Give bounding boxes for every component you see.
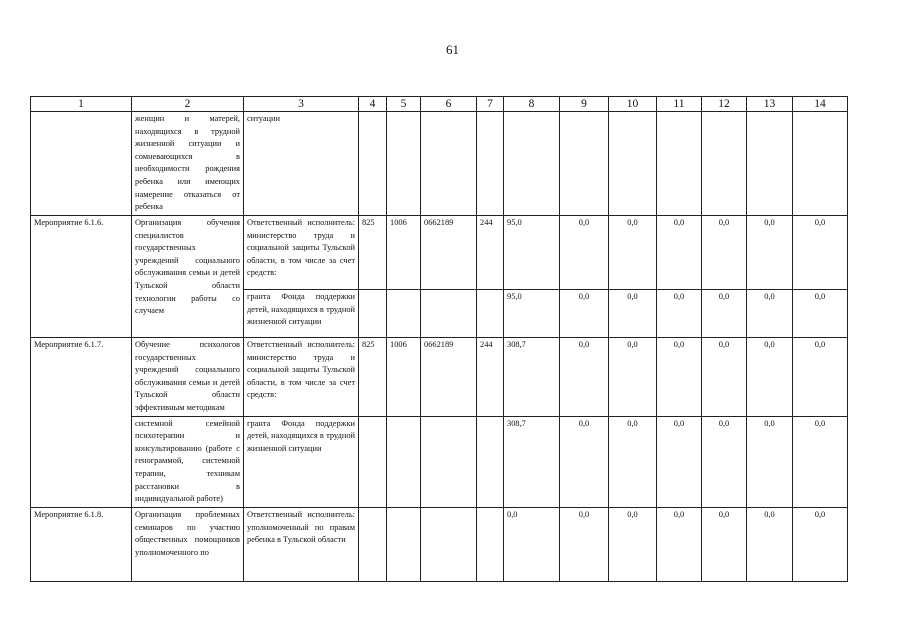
- event-label: Мероприятие 6.1.6.: [31, 216, 132, 338]
- code-cell: 244: [477, 216, 504, 290]
- header-row: [31, 97, 848, 112]
- table-row: [31, 112, 848, 216]
- value-cell: 0,0: [657, 216, 702, 290]
- event-label: Мероприятие 6.1.8.: [31, 507, 132, 581]
- funding-source: гранта Фонда поддержки детей, находящихся в трудной жизненной ситуации: [244, 290, 359, 338]
- value-cell: 0,0: [793, 416, 848, 507]
- event-description: Организация обучения специалистов государственных учреждений социального обслуживания семьи и детей Тульской области технологии работы со случаем: [132, 216, 244, 338]
- value-cell: 0,0: [609, 416, 657, 507]
- event-description: Организация проблемных семинаров по участию общественных помощников уполномоченного по: [132, 507, 244, 581]
- table-row: [31, 216, 848, 290]
- value-cell: 0,0: [657, 416, 702, 507]
- event-description: женщин и матерей, находящихся в трудной жизненной ситуации и сомневающихся в необходимости рождения ребенка или имеющих намерение отказаться от ребенка: [132, 112, 244, 216]
- header-cell: 13: [747, 97, 793, 112]
- header-cell: 1: [31, 97, 132, 112]
- amount-cell: 308,7: [504, 338, 560, 417]
- value-cell: 0,0: [793, 338, 848, 417]
- value-cell: 0,0: [560, 416, 609, 507]
- funding-source: гранта Фонда поддержки детей, находящихся в трудной жизненной ситуации: [244, 416, 359, 507]
- value-cell: 0,0: [560, 507, 609, 581]
- header-cell: 9: [560, 97, 609, 112]
- value-cell: 0,0: [609, 290, 657, 338]
- funding-source: ситуации: [244, 112, 359, 216]
- value-cell: 0,0: [747, 216, 793, 290]
- value-cell: 0,0: [702, 507, 747, 581]
- value-cell: 0,0: [560, 216, 609, 290]
- amount-cell: 95,0: [504, 290, 560, 338]
- code-cell: 825: [359, 216, 387, 290]
- funding-source: Ответственный исполнитель: министерство труда и социальной защиты Тульской области, в том числе за счет средств:: [244, 216, 359, 290]
- value-cell: 0,0: [793, 216, 848, 290]
- table-row: [31, 416, 848, 507]
- event-label-cell: [31, 112, 132, 216]
- funding-source: Ответственный исполнитель: уполномоченный по правам ребенка в Тульской области: [244, 507, 359, 581]
- event-label: Мероприятие 6.1.7.: [31, 338, 132, 508]
- value-cell: 0,0: [702, 290, 747, 338]
- value-cell: 0,0: [702, 416, 747, 507]
- value-cell: 0,0: [793, 507, 848, 581]
- amount-cell: 0,0: [504, 507, 560, 581]
- value-cell: 0,0: [793, 290, 848, 338]
- header-cell: 8: [504, 97, 560, 112]
- value-cell: 0,0: [702, 216, 747, 290]
- value-cell: 0,0: [747, 290, 793, 338]
- code-cell: 244: [477, 338, 504, 417]
- header-cell: 7: [477, 97, 504, 112]
- code-cell: 0662189: [421, 338, 477, 417]
- amount-cell: 308,7: [504, 416, 560, 507]
- value-cell: 0,0: [747, 507, 793, 581]
- event-description: системной семейной психотерапии и консультированию (работе с генограммой, системной терапии, техникам расстановки в индивидуальной работе): [132, 416, 244, 507]
- header-cell: 10: [609, 97, 657, 112]
- amount-cell: 95,0: [504, 216, 560, 290]
- header-cell: 5: [387, 97, 421, 112]
- code-cell: 1006: [387, 216, 421, 290]
- table-row: [31, 338, 848, 417]
- value-cell: 0,0: [560, 290, 609, 338]
- value-cell: 0,0: [747, 338, 793, 417]
- header-cell: 12: [702, 97, 747, 112]
- code-cell: 0662189: [421, 216, 477, 290]
- header-cell: 3: [244, 97, 359, 112]
- value-cell: 0,0: [657, 338, 702, 417]
- value-cell: 0,0: [609, 216, 657, 290]
- program-table: [30, 96, 848, 582]
- header-cell: 4: [359, 97, 387, 112]
- value-cell: 0,0: [657, 290, 702, 338]
- value-cell: 0,0: [702, 338, 747, 417]
- value-cell: 0,0: [747, 416, 793, 507]
- value-cell: 0,0: [560, 338, 609, 417]
- value-cell: 0,0: [609, 507, 657, 581]
- funding-source: Ответственный исполнитель: министерство труда и социальной защиты Тульской области, в том числе за счет средств:: [244, 338, 359, 417]
- value-cell: 0,0: [657, 507, 702, 581]
- code-cell: 825: [359, 338, 387, 417]
- header-cell: 2: [132, 97, 244, 112]
- table-row: [31, 507, 848, 581]
- page-number: 61: [446, 42, 459, 57]
- header-cell: 6: [421, 97, 477, 112]
- value-cell: 0,0: [609, 338, 657, 417]
- header-cell: 14: [793, 97, 848, 112]
- event-description: Обучение психологов государственных учреждений социального обслуживания семьи и детей Тульской области эффективным методикам: [132, 338, 244, 417]
- header-cell: 11: [657, 97, 702, 112]
- code-cell: 1006: [387, 338, 421, 417]
